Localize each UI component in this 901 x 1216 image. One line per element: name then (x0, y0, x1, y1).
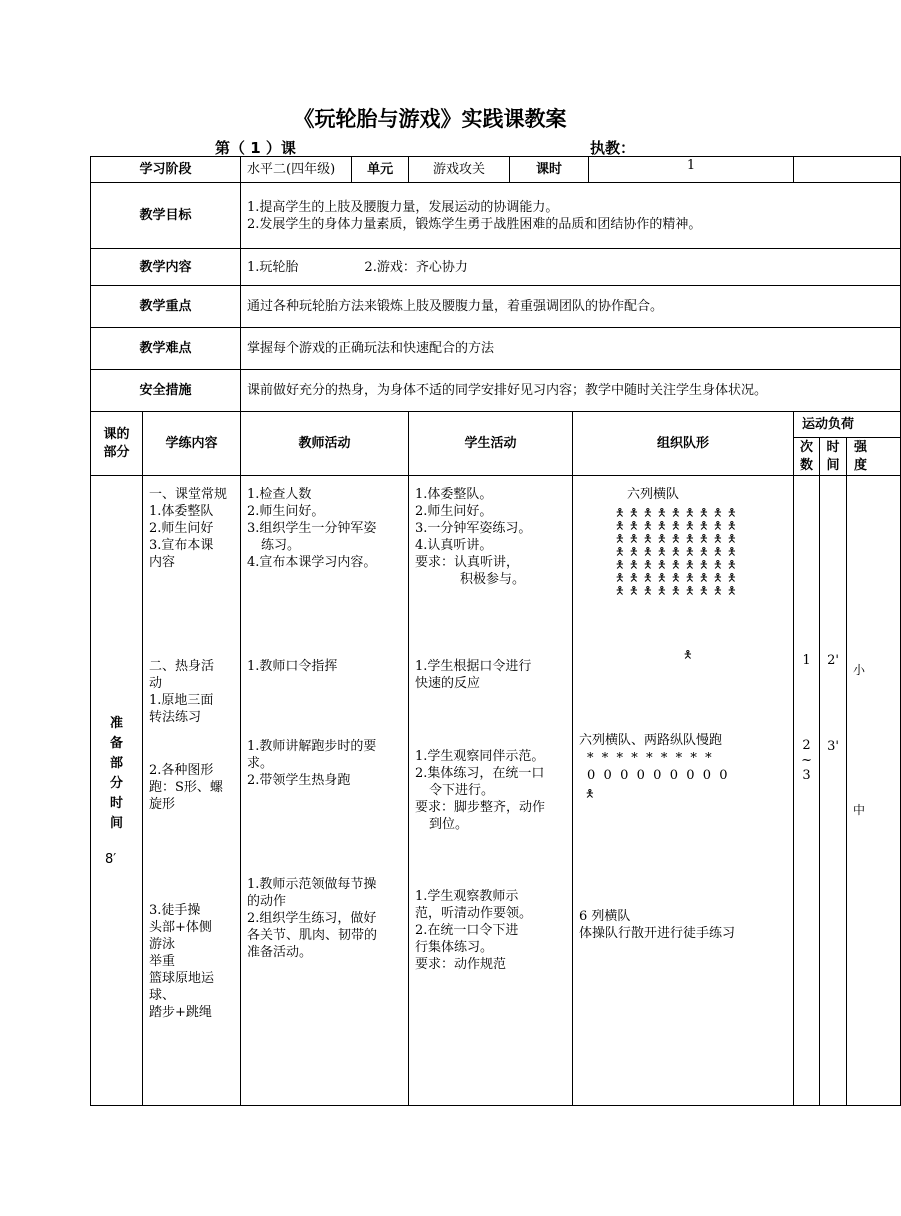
document-title: 《玩轮胎与游戏》实践课教案 (293, 107, 567, 131)
person-icon: 🯅 (713, 545, 723, 558)
person-icon: 🯅 (699, 584, 709, 597)
person-icon: 🯅 (615, 519, 625, 532)
header-formation: 组织队形 (573, 412, 794, 476)
formation-row-star: * * * * * * * * * (587, 751, 712, 766)
person-icon: 🯅 (699, 532, 709, 545)
person-icon: 🯅 (699, 519, 709, 532)
person-icon: 🯅 (629, 545, 639, 558)
person-icon: 🯅 (713, 584, 723, 597)
person-icon: 🯅 (657, 506, 667, 519)
person-icon: 🯅 (643, 532, 653, 545)
formation-row (615, 519, 747, 532)
teacher-figure-1: 🯅 (683, 648, 693, 661)
person-icon: 🯅 (671, 584, 681, 597)
person-icon: 🯅 (657, 545, 667, 558)
person-icon: 🯅 (629, 571, 639, 584)
person-icon: 🯅 (685, 545, 695, 558)
person-icon: 🯅 (713, 506, 723, 519)
person-icon: 🯅 (671, 571, 681, 584)
person-icon: 🯅 (727, 571, 737, 584)
person-icon: 🯅 (699, 571, 709, 584)
person-icon: 🯅 (727, 584, 737, 597)
formation-cell: 六列横队 🯅 🯅 🯅 🯅 🯅 🯅 🯅 🯅 🯅 🯅 🯅 🯅 🯅 🯅 🯅 🯅 🯅 🯅 🯅 🯅 🯅 🯅 🯅 🯅 🯅 🯅 🯅 🯅 🯅 🯅 🯅 🯅 🯅 🯅 🯅 🯅 🯅 🯅 🯅 🯅 🯅 🯅 🯅 🯅 🯅 🯅 🯅 🯅 🯅 🯅 🯅 🯅 🯅 🯅 🯅 🯅 🯅 🯅 🯅 🯅 🯅 🯅 🯅 🯅 六列横队、两路纵队慢跑 * * * * * * * * * 0 0 0 0 0 0 0 0 0 🯅 6 列横队 体操队行散开进行徒手练习 (573, 476, 794, 1106)
person-icon: 🯅 (615, 545, 625, 558)
content-cell: 一、课堂常规 1.体委整队 2.师生问好 3.宣布本课 内容 二、热身活 动 1.原地三面 转法练习 2.各种图形 跑：S形、螺 旋形 3.徒手操 头部+体侧 游泳 举重 篮球原地运 球、 踏步+跳绳 (143, 476, 241, 1106)
person-icon: 🯅 (727, 506, 737, 519)
person-icon: 🯅 (713, 519, 723, 532)
formation-row (615, 545, 747, 558)
formation-title-2: 六列横队、两路纵队慢跑 (579, 733, 723, 748)
header-intensity: 强度 (847, 438, 901, 476)
person-icon: 🯅 (727, 558, 737, 571)
person-icon: 🯅 (713, 532, 723, 545)
header-student: 学生活动 (409, 412, 573, 476)
person-icon: 🯅 (615, 532, 625, 545)
objectives-label: 教学目标 (91, 183, 241, 249)
person-icon: 🯅 (699, 558, 709, 571)
person-icon: 🯅 (643, 506, 653, 519)
person-icon: 🯅 (671, 519, 681, 532)
person-icon: 🯅 (629, 532, 639, 545)
person-icon: 🯅 (615, 584, 625, 597)
stage-value: 水平二(四年级) 单元 (241, 157, 409, 183)
person-icon: 🯅 (657, 558, 667, 571)
formation-row (615, 571, 747, 584)
person-icon: 🯅 (671, 558, 681, 571)
person-icon: 🯅 (657, 519, 667, 532)
lesson-number: 第（ 1 ）课 (215, 139, 296, 157)
person-icon: 🯅 (643, 519, 653, 532)
person-icon: 🯅 (629, 506, 639, 519)
formation-row (615, 506, 747, 519)
header-load: 运动负荷 (794, 412, 901, 438)
person-icon: 🯅 (713, 558, 723, 571)
teacher-label: 执教： (590, 139, 636, 157)
person-icon: 🯅 (615, 558, 625, 571)
stage-label: 学习阶段 (91, 157, 241, 183)
formation-row (615, 532, 747, 545)
teacher-figure-2: 🯅 (585, 787, 595, 800)
person-icon: 🯅 (713, 571, 723, 584)
unit-value: 游戏攻关 (433, 162, 486, 177)
header-time: 时间 (820, 438, 847, 476)
person-icon: 🯅 (699, 545, 709, 558)
person-icon: 🯅 (629, 584, 639, 597)
formation-row (615, 584, 747, 597)
person-icon: 🯅 (615, 571, 625, 584)
safety-label: 安全措施 (91, 370, 241, 412)
person-icon: 🯅 (671, 506, 681, 519)
unit-label: 单元 (351, 157, 408, 183)
person-icon: 🯅 (643, 558, 653, 571)
person-icon: 🯅 (629, 519, 639, 532)
formation-grid-six-rows (615, 506, 747, 597)
formation-row (615, 558, 747, 571)
person-icon: 🯅 (615, 506, 625, 519)
safety-value: 课前做好充分的热身，为身体不适的同学安排好见习内容；教学中随时关注学生身体状况。 (241, 370, 901, 412)
content-label: 教学内容 (91, 249, 241, 286)
person-icon: 🯅 (629, 558, 639, 571)
period-label: 课时 (509, 157, 589, 183)
key-points-value: 通过各种玩轮胎方法来锻炼上肢及腰腹力量，着重强调团队的协作配合。 (241, 286, 901, 328)
formation-title-1: 六列横队 (627, 487, 680, 502)
objectives-value: 1.提高学生的上肢及腰腹力量，发展运动的协调能力。 2.发展学生的身体力量素质，锻炼学生勇于战胜困难的品质和团结协作的精神。 (241, 183, 901, 249)
person-icon: 🯅 (643, 545, 653, 558)
person-icon: 🯅 (671, 532, 681, 545)
person-icon: 🯅 (643, 571, 653, 584)
teacher-cell: 1.检查人数 2.师生问好。 3.组织学生一分钟军姿 练习。 4.宣布本课学习内容。 1.教师口令指挥 1.教师讲解跑步时的要 求。 2.带领学生热身跑 1.教师示范领做每节操 的动作 2.组织学生练习，做好 各关节、肌肉、韧带的 准备活动。 (241, 476, 409, 1106)
person-icon: 🯅 (671, 545, 681, 558)
count-cell: 1 2 ~ 3 (794, 476, 820, 1106)
person-icon: 🯅 (643, 584, 653, 597)
difficulties-value: 掌握每个游戏的正确玩法和快速配合的方法 (241, 328, 901, 370)
person-icon: 🯅 (685, 584, 695, 597)
person-icon: 🯅 (685, 506, 695, 519)
intensity-cell: 小 中 (847, 476, 901, 1106)
person-icon: 🯅 (657, 584, 667, 597)
person-icon: 🯅 (727, 519, 737, 532)
header-part: 课的部分 (91, 412, 143, 476)
lesson-plan-table (90, 156, 901, 1106)
prep-part-cell: 准 备 部 分 时 间 8′ (91, 476, 143, 1106)
content-value: 1.玩轮胎 2.游戏：齐心协力 (241, 249, 901, 286)
period-value: 1 (686, 158, 696, 173)
key-points-label: 教学重点 (91, 286, 241, 328)
person-icon: 🯅 (685, 558, 695, 571)
formation-row-o: 0 0 0 0 0 0 0 0 0 (587, 768, 728, 783)
person-icon: 🯅 (685, 571, 695, 584)
person-icon: 🯅 (727, 545, 737, 558)
person-icon: 🯅 (685, 519, 695, 532)
person-icon: 🯅 (657, 571, 667, 584)
header-count: 次数 (794, 438, 820, 476)
time-cell: 2' 3' (820, 476, 847, 1106)
person-icon: 🯅 (657, 532, 667, 545)
header-content: 学练内容 (143, 412, 241, 476)
person-icon: 🯅 (727, 532, 737, 545)
person-icon: 🯅 (685, 532, 695, 545)
header-teacher: 教师活动 (241, 412, 409, 476)
person-icon: 🯅 (699, 506, 709, 519)
student-cell: 1.体委整队。 2.师生问好。 3.一分钟军姿练习。 4.认真听讲。 要求：认真听讲， 积极参与。 1.学生根据口令进行 快速的反应 1.学生观察同伴示范。 2.集体练习，在统一口 令下进行。 要求：脚步整齐，动作 到位。 1.学生观察教师示 范，听清动作要领。 2.在统一口令下进 行集体练习。 要求：动作规范 (409, 476, 573, 1106)
difficulties-label: 教学难点 (91, 328, 241, 370)
